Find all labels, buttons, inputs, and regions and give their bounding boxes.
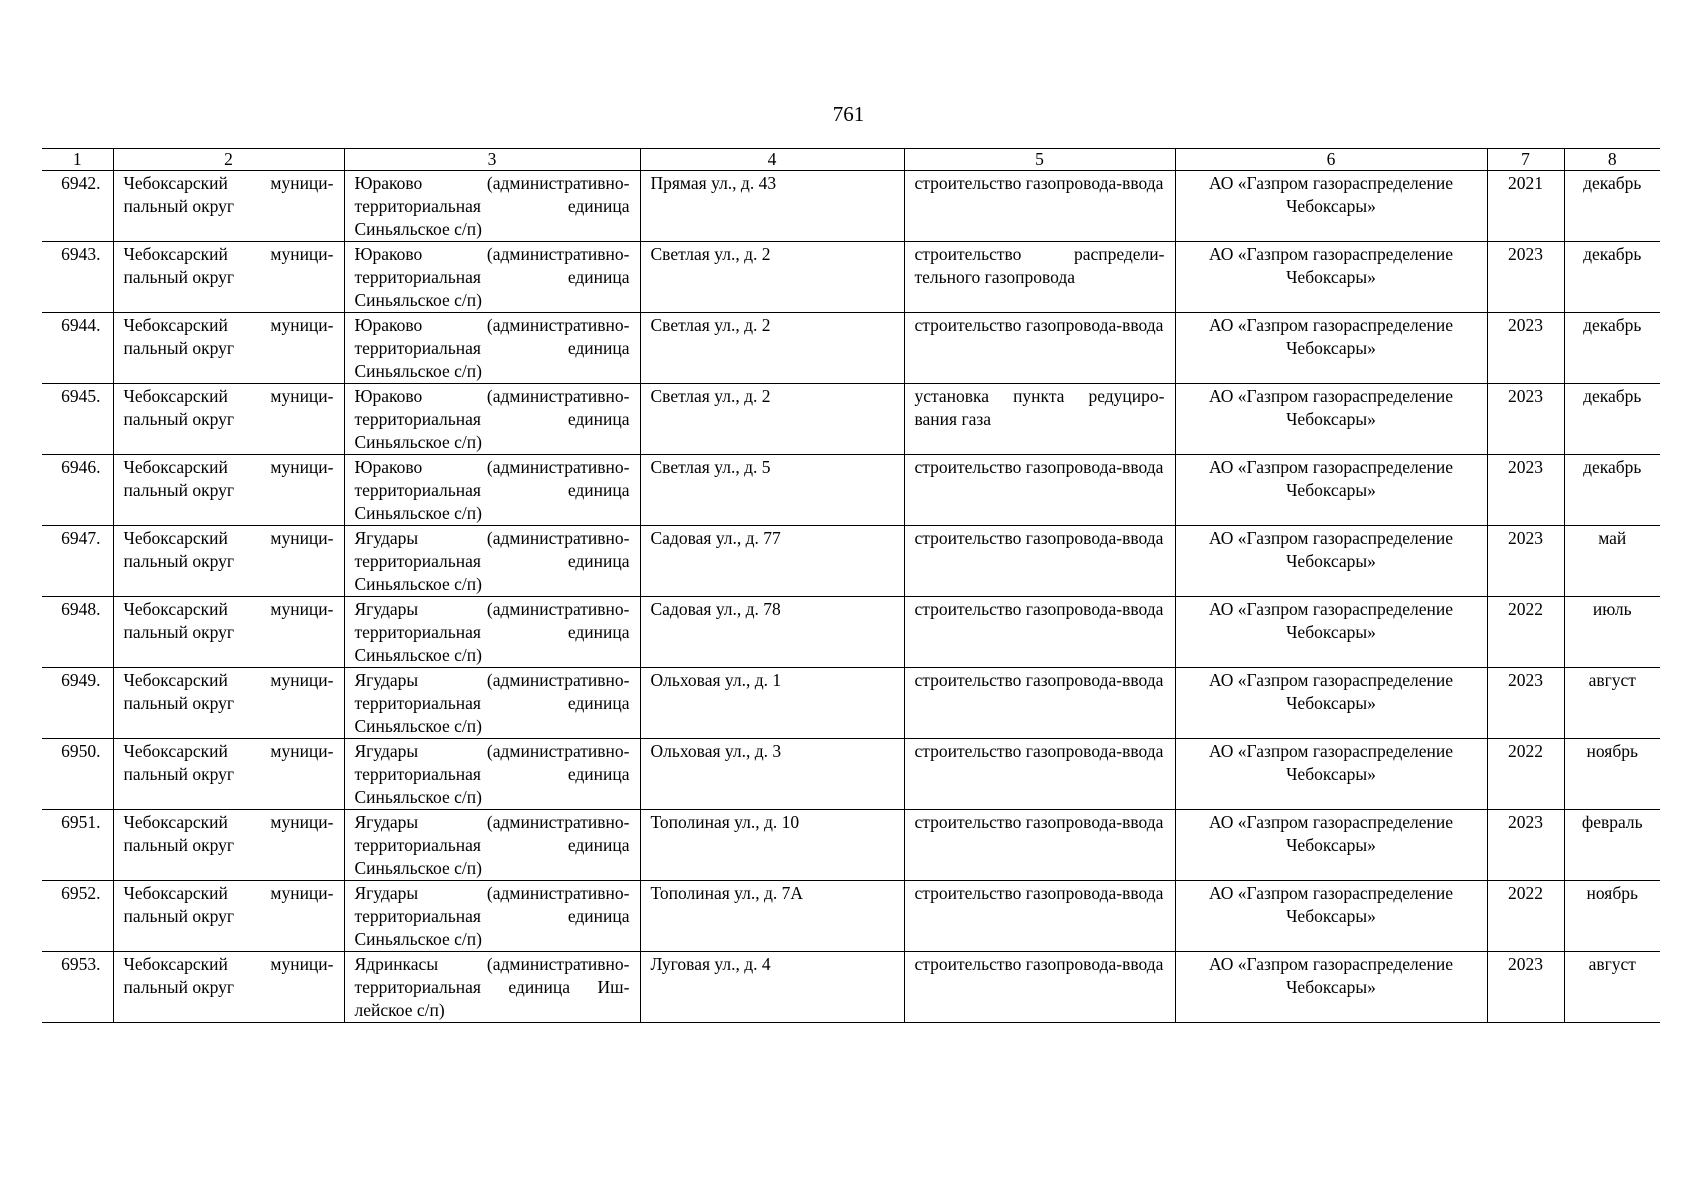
month-cell: февраль — [1564, 810, 1660, 881]
table-row — [42, 171, 1660, 242]
locality-cell: Ягудары (административно-территориальная единица Синьяльское с/п) — [344, 526, 640, 597]
address-cell: Тополиная ул., д. 10 — [640, 810, 904, 881]
work-type-cell: строительство газопровода-ввода — [904, 597, 1175, 668]
row-number: 6942. — [42, 171, 113, 242]
organization-cell: АО «Газпром газораспределение Чебоксары» — [1175, 313, 1487, 384]
month-cell: ноябрь — [1564, 881, 1660, 952]
year-cell: 2023 — [1487, 526, 1564, 597]
row-number: 6949. — [42, 668, 113, 739]
table-row — [42, 881, 1660, 952]
month-cell: июль — [1564, 597, 1660, 668]
organization-cell: АО «Газпром газораспределение Чебоксары» — [1175, 171, 1487, 242]
address-cell: Прямая ул., д. 43 — [640, 171, 904, 242]
work-type-cell: строительство газопровода-ввода — [904, 668, 1175, 739]
organization-cell: АО «Газпром газораспределение Чебоксары» — [1175, 881, 1487, 952]
header-col-1: 1 — [42, 149, 113, 171]
month-cell: ноябрь — [1564, 739, 1660, 810]
organization-cell: АО «Газпром газораспределение Чебоксары» — [1175, 455, 1487, 526]
district-cell: Чебоксарский муници-пальный округ — [113, 455, 344, 526]
locality-cell: Юраково (административно-территориальная единица Синьяльское с/п) — [344, 455, 640, 526]
header-col-5: 5 — [904, 149, 1175, 171]
year-cell: 2023 — [1487, 455, 1564, 526]
organization-cell: АО «Газпром газораспределение Чебоксары» — [1175, 597, 1487, 668]
work-type-cell: строительство газопровода-ввода — [904, 313, 1175, 384]
work-type-cell: строительство газопровода-ввода — [904, 455, 1175, 526]
organization-cell: АО «Газпром газораспределение Чебоксары» — [1175, 952, 1487, 1023]
row-number: 6946. — [42, 455, 113, 526]
month-cell: декабрь — [1564, 455, 1660, 526]
year-cell: 2023 — [1487, 810, 1564, 881]
locality-cell: Юраково (административно-территориальная единица Синьяльское с/п) — [344, 242, 640, 313]
table-row — [42, 668, 1660, 739]
month-cell: декабрь — [1564, 313, 1660, 384]
table-header — [42, 149, 1660, 171]
address-cell: Ольховая ул., д. 3 — [640, 739, 904, 810]
month-cell: август — [1564, 668, 1660, 739]
organization-cell: АО «Газпром газораспределение Чебоксары» — [1175, 384, 1487, 455]
district-cell: Чебоксарский муници-пальный округ — [113, 668, 344, 739]
table-row — [42, 597, 1660, 668]
locality-cell: Ядринкасы (административно-территориальная единица Иш-лейское с/п) — [344, 952, 640, 1023]
organization-cell: АО «Газпром газораспределение Чебоксары» — [1175, 242, 1487, 313]
header-col-7: 7 — [1487, 149, 1564, 171]
address-cell: Тополиная ул., д. 7А — [640, 881, 904, 952]
address-cell: Садовая ул., д. 78 — [640, 597, 904, 668]
header-col-4: 4 — [640, 149, 904, 171]
header-col-8: 8 — [1564, 149, 1660, 171]
district-cell: Чебоксарский муници-пальный округ — [113, 810, 344, 881]
page-number: 761 — [832, 102, 865, 126]
month-cell: декабрь — [1564, 171, 1660, 242]
district-cell: Чебоксарский муници-пальный округ — [113, 739, 344, 810]
address-cell: Светлая ул., д. 2 — [640, 313, 904, 384]
row-number: 6947. — [42, 526, 113, 597]
year-cell: 2023 — [1487, 242, 1564, 313]
locality-cell: Ягудары (административно-территориальная единица Синьяльское с/п) — [344, 739, 640, 810]
address-cell: Светлая ул., д. 2 — [640, 384, 904, 455]
month-cell: декабрь — [1564, 242, 1660, 313]
district-cell: Чебоксарский муници-пальный округ — [113, 597, 344, 668]
row-number: 6948. — [42, 597, 113, 668]
locality-cell: Юраково (административно-территориальная единица Синьяльское с/п) — [344, 384, 640, 455]
locality-cell: Ягудары (административно-территориальная единица Синьяльское с/п) — [344, 597, 640, 668]
work-type-cell: строительство газопровода-ввода — [904, 952, 1175, 1023]
table-row — [42, 242, 1660, 313]
organization-cell: АО «Газпром газораспределение Чебоксары» — [1175, 668, 1487, 739]
year-cell: 2023 — [1487, 952, 1564, 1023]
district-cell: Чебоксарский муници-пальный округ — [113, 881, 344, 952]
row-number: 6951. — [42, 810, 113, 881]
district-cell: Чебоксарский муници-пальный округ — [113, 526, 344, 597]
month-cell: декабрь — [1564, 384, 1660, 455]
table-row — [42, 384, 1660, 455]
year-cell: 2023 — [1487, 313, 1564, 384]
register-table — [42, 148, 1660, 1023]
district-cell: Чебоксарский муници-пальный округ — [113, 242, 344, 313]
table-row — [42, 526, 1660, 597]
year-cell: 2022 — [1487, 739, 1564, 810]
header-row — [42, 149, 1660, 171]
district-cell: Чебоксарский муници-пальный округ — [113, 952, 344, 1023]
locality-cell: Юраково (административно-территориальная единица Синьяльское с/п) — [344, 313, 640, 384]
year-cell: 2022 — [1487, 597, 1564, 668]
header-col-2: 2 — [113, 149, 344, 171]
header-col-6: 6 — [1175, 149, 1487, 171]
row-number: 6944. — [42, 313, 113, 384]
year-cell: 2022 — [1487, 881, 1564, 952]
row-number: 6952. — [42, 881, 113, 952]
row-number: 6945. — [42, 384, 113, 455]
work-type-cell: строительство газопровода-ввода — [904, 526, 1175, 597]
address-cell: Светлая ул., д. 5 — [640, 455, 904, 526]
locality-cell: Ягудары (административно-территориальная единица Синьяльское с/п) — [344, 668, 640, 739]
address-cell: Садовая ул., д. 77 — [640, 526, 904, 597]
header-col-3: 3 — [344, 149, 640, 171]
table-row — [42, 313, 1660, 384]
row-number: 6953. — [42, 952, 113, 1023]
district-cell: Чебоксарский муници-пальный округ — [113, 313, 344, 384]
address-cell: Ольховая ул., д. 1 — [640, 668, 904, 739]
locality-cell: Ягудары (административно-территориальная единица Синьяльское с/п) — [344, 881, 640, 952]
work-type-cell: строительство газопровода-ввода — [904, 171, 1175, 242]
work-type-cell: строительство газопровода-ввода — [904, 881, 1175, 952]
locality-cell: Юраково (административно-территориальная единица Синьяльское с/п) — [344, 171, 640, 242]
month-cell: август — [1564, 952, 1660, 1023]
work-type-cell: установка пункта редуциро-вания газа — [904, 384, 1175, 455]
table-row — [42, 455, 1660, 526]
work-type-cell: строительство газопровода-ввода — [904, 739, 1175, 810]
district-cell: Чебоксарский муници-пальный округ — [113, 171, 344, 242]
month-cell: май — [1564, 526, 1660, 597]
organization-cell: АО «Газпром газораспределение Чебоксары» — [1175, 810, 1487, 881]
address-cell: Луговая ул., д. 4 — [640, 952, 904, 1023]
table-row — [42, 810, 1660, 881]
work-type-cell: строительство газопровода-ввода — [904, 810, 1175, 881]
organization-cell: АО «Газпром газораспределение Чебоксары» — [1175, 739, 1487, 810]
locality-cell: Ягудары (административно-территориальная единица Синьяльское с/п) — [344, 810, 640, 881]
table-row — [42, 952, 1660, 1023]
row-number: 6950. — [42, 739, 113, 810]
year-cell: 2023 — [1487, 384, 1564, 455]
district-cell: Чебоксарский муници-пальный округ — [113, 384, 344, 455]
organization-cell: АО «Газпром газораспределение Чебоксары» — [1175, 526, 1487, 597]
row-number: 6943. — [42, 242, 113, 313]
table-row — [42, 739, 1660, 810]
address-cell: Светлая ул., д. 2 — [640, 242, 904, 313]
work-type-cell: строительство распредели-тельного газопровода — [904, 242, 1175, 313]
year-cell: 2021 — [1487, 171, 1564, 242]
year-cell: 2023 — [1487, 668, 1564, 739]
table-body — [42, 171, 1660, 1023]
